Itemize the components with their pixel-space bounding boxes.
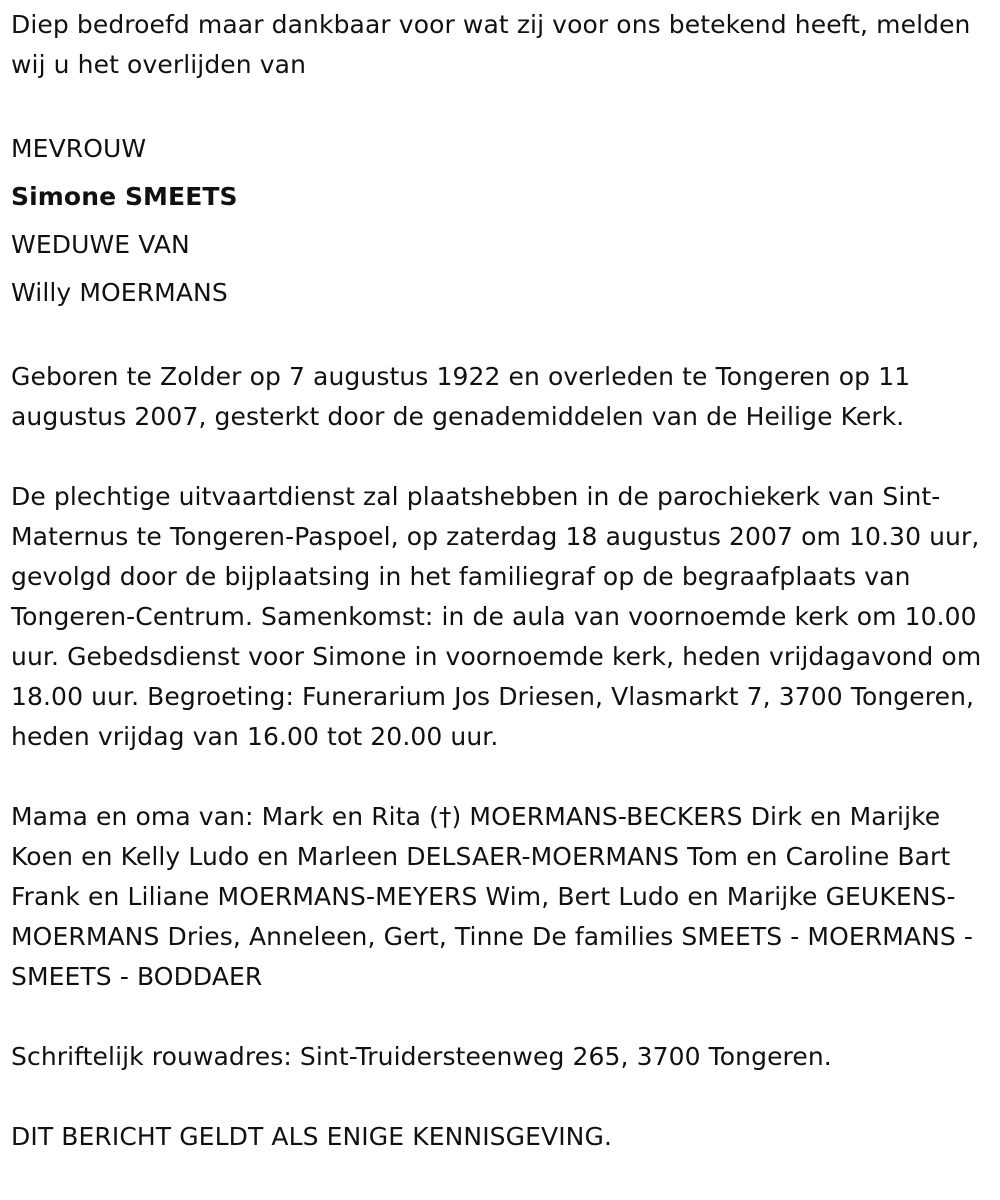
spacer <box>11 1077 986 1117</box>
footer-notice: DIT BERICHT GELDT ALS ENIGE KENNISGEVING. <box>11 1122 612 1151</box>
death-notice <box>11 5 986 1157</box>
deceased-name: Simone SMEETS <box>11 182 238 211</box>
family-text: Mama en oma van: Mark en Rita (†) MOERMANS-BECKERS Dirk en Marijke Koen en Kelly Ludo en Marleen DELSAER-MOERMANS Tom en Caroline Bart Frank en Liliane MOERMANS-MEYERS Wim, Bert Ludo en Marijke GEUKENS-MOERMANS Dries, Anneleen, Gert, Tinne De families SMEETS - MOERMANS - SMEETS - BODDAER <box>11 802 974 991</box>
intro-text: Diep bedroefd maar dankbaar voor wat zij voor ons betekend heeft, melden wij u het overlijden van <box>11 10 971 79</box>
mourning-address: Schriftelijk rouwadres: Sint-Truidersteenweg 265, 3700 Tongeren. <box>11 1042 832 1071</box>
spacer <box>11 85 986 125</box>
deceased-relation: WEDUWE VAN <box>11 230 190 259</box>
spacer <box>11 997 986 1037</box>
spacer <box>11 437 986 477</box>
birth-death-text: Geboren te Zolder op 7 augustus 1922 en overleden te Tongeren op 11 augustus 2007, gesterkt door de genademiddelen van de Heilige Kerk. <box>11 362 911 431</box>
spacer <box>11 317 986 357</box>
spacer <box>11 757 986 797</box>
ceremony-text: De plechtige uitvaartdienst zal plaatshebben in de parochiekerk van Sint-Maternus te Tongeren-Paspoel, op zaterdag 18 augustus 2007 om 10.30 uur, gevolgd door de bijplaatsing in het familiegraf op de begraafplaats van Tongeren-Centrum. Samenkomst: in de aula van voornoemde kerk om 10.00 uur. Gebedsdienst voor Simone in voornoemde kerk, heden vrijdagavond om 18.00 uur. Begroeting: Funerarium Jos Driesen, Vlasmarkt 7, 3700 Tongeren, heden vrijdag van 16.00 tot 20.00 uur. <box>11 482 982 751</box>
deceased-title: MEVROUW <box>11 134 147 163</box>
spouse-name: Willy MOERMANS <box>11 278 228 307</box>
